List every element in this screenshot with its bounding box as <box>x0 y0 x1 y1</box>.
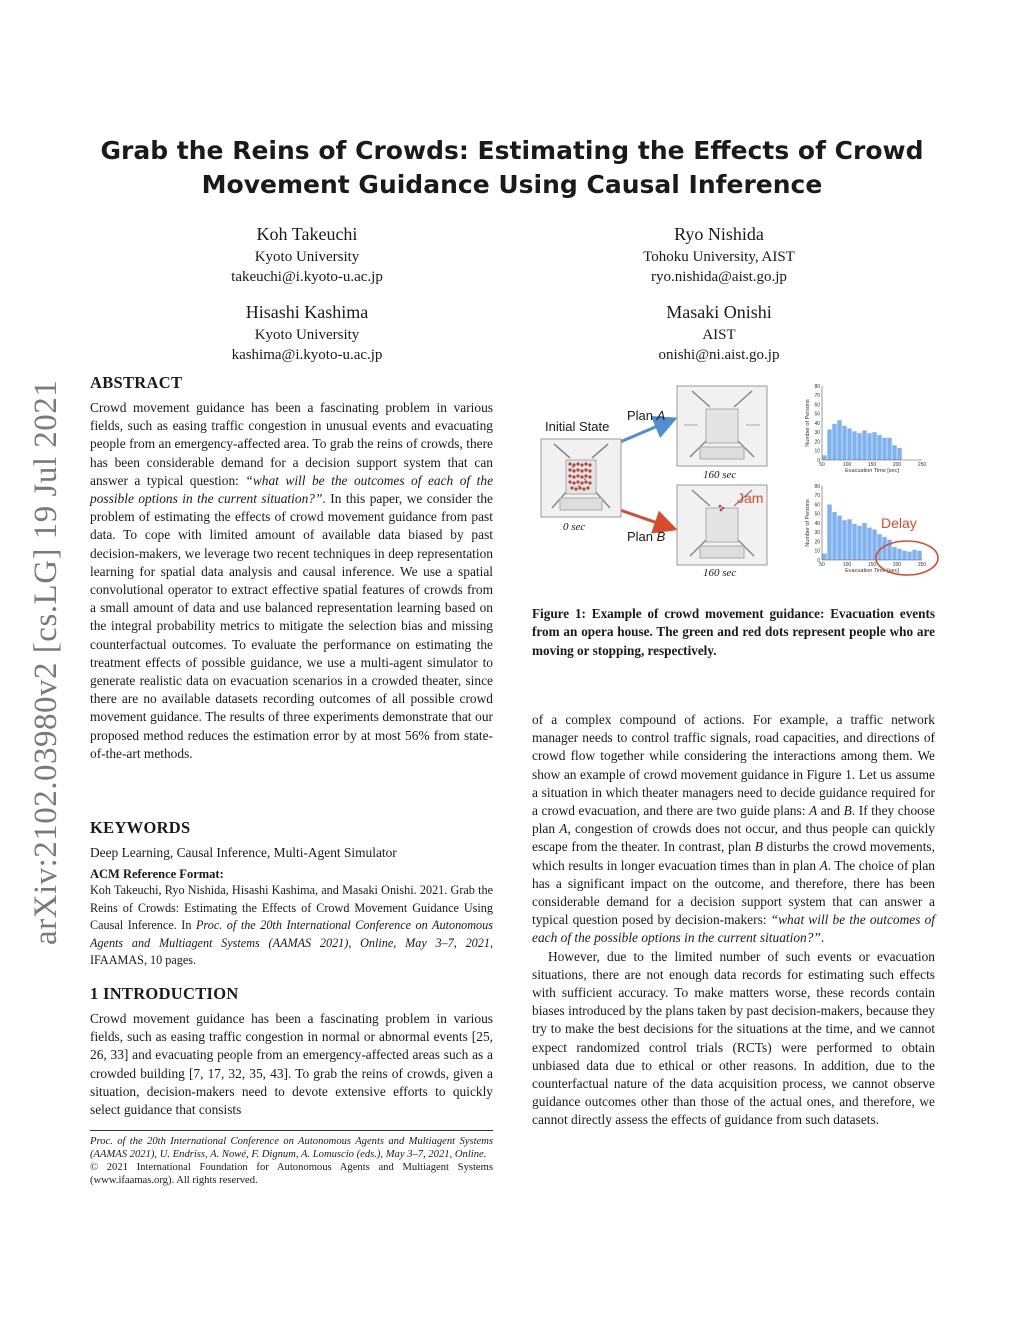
abstract-heading: ABSTRACT <box>90 373 183 392</box>
y-tick-label: 60 <box>814 402 820 409</box>
author-name: Hisashi Kashima <box>245 302 369 322</box>
histogram-bar <box>862 523 866 560</box>
histogram-bar <box>862 430 866 460</box>
keywords-text: Deep Learning, Causal Inference, Multi-Agent Simulator <box>90 845 397 860</box>
histogram-bar <box>837 516 841 560</box>
acm-reference-venue: Proc. of the 20th International Conference on Autonomous Agents and Multiagent Systems (AAMAS 2021), Online, May 3–7, 2021 <box>90 918 493 950</box>
y-tick-label: 50 <box>814 511 820 518</box>
intro-text-part: of a complex compound of actions. For example, a traffic network manager needs to control traffic signals, road capacities, and directions of crowd flow together while considering the interactions among them. We show an example of crowd movement guidance in Figure 1. Let us assume a situation in which theater managers need to decide guidance required for a crowd evacuation, and there are two guide plans: <box>532 712 935 819</box>
intro-var: B <box>843 803 852 819</box>
author-affiliation: AIST <box>702 327 736 343</box>
histogram-bar <box>867 433 871 460</box>
author-affiliation: Kyoto University <box>254 327 360 343</box>
histogram-bar <box>857 433 861 460</box>
intro-text-part: disturbs the crowd movements, which results in longer evacuation times than in plan <box>532 839 935 873</box>
histogram-bar <box>842 426 846 460</box>
y-axis-title: Number of Persons <box>805 499 811 547</box>
abstract-quote: “what will be the outcomes of each of the possible options in the current situation?” <box>90 472 494 507</box>
author-affiliation: Tohoku University, AIST <box>643 249 795 265</box>
intro-text-part: and <box>817 803 844 819</box>
introduction-heading: 1 INTRODUCTION <box>90 984 239 1003</box>
author-block <box>147 222 467 287</box>
histogram-bar <box>822 455 826 460</box>
x-tick-label: 150 <box>867 562 877 568</box>
plan-b-arrow <box>620 510 672 528</box>
plan-a-label <box>627 408 665 423</box>
author-block <box>559 300 879 365</box>
author-email[interactable]: ryo.nishida@aist.go.jp <box>651 269 787 285</box>
abstract-section <box>90 373 493 763</box>
intro-var: A <box>819 857 828 873</box>
histogram-bar <box>877 435 881 460</box>
y-tick-label: 10 <box>814 548 820 555</box>
footnote-rule <box>90 1130 493 1131</box>
y-tick-label: 0 <box>817 457 820 464</box>
arxiv-stamp: arXiv:2102.03980v2 [cs.LG] 19 Jul 2021 <box>28 379 64 945</box>
y-tick-label: 80 <box>814 483 820 490</box>
y-tick-label: 10 <box>814 448 820 455</box>
y-tick-label: 40 <box>814 520 820 527</box>
histogram-bar <box>872 432 876 460</box>
abstract-text <box>90 399 493 763</box>
histogram-bar <box>832 424 836 460</box>
histogram-bar <box>837 420 841 460</box>
plan-a-var: A <box>656 408 666 423</box>
delay-circle-overlay <box>872 538 942 578</box>
histogram-bar <box>827 429 831 460</box>
x-tick-label: 200 <box>892 462 902 468</box>
delay-label: Delay <box>881 515 917 531</box>
author-email[interactable]: kashima@i.kyoto-u.ac.jp <box>231 347 383 363</box>
plan-b-prefix: Plan <box>627 529 657 544</box>
keywords-section <box>90 818 493 862</box>
intro-text-part: , congestion of crowds does not occur, and thus people can quickly escape from the theater. In contrast, plan <box>532 821 935 855</box>
x-axis-title: Evacuation Time [sec] <box>845 468 899 474</box>
acm-reference-part: Koh Takeuchi, Ryo Nishida, Hisashi Kashima, and Masaki Onishi. 2021. Grab the Reins of Crowds: Estimating the Effects of Crowd Movement Guidance Using Causal Inference. In <box>90 883 493 932</box>
theater-initial-image <box>540 438 622 518</box>
y-tick-label: 50 <box>814 411 820 418</box>
y-tick-label: 70 <box>814 393 820 400</box>
plan-b-var: B <box>656 529 666 544</box>
y-tick-label: 20 <box>814 439 820 446</box>
y-axis-title: Number of Persons <box>805 399 811 447</box>
y-tick-label: 70 <box>814 493 820 500</box>
x-tick-label: 250 <box>917 462 927 468</box>
histogram-bar <box>852 431 856 460</box>
plan-b-time-label: 160 sec <box>703 567 737 579</box>
page-title <box>80 134 944 202</box>
author-email[interactable]: onishi@ni.aist.go.jp <box>658 347 780 363</box>
y-tick-label: 0 <box>817 557 820 564</box>
introduction-text-left: Crowd movement guidance has been a fascinating problem in various fields, such as easing traffic congestion in normal or abnormal events [25, 26, 33] and evacuating people from an emergency-affected areas such as a crowded building [7, 17, 32, 35, 43]. To grab the reins of crowds, given a situation, decision-makers need to devote extensive efforts to quickly select guidance that consists <box>90 1011 493 1118</box>
histogram-bar <box>887 438 891 460</box>
intro-text-part: . <box>820 930 825 946</box>
y-tick-label: 30 <box>814 430 820 437</box>
acm-reference-section <box>90 867 493 970</box>
x-tick-label: 100 <box>842 562 852 568</box>
x-tick-label: 200 <box>892 562 902 568</box>
intro-text-part: . If they choose plan <box>532 803 935 837</box>
author-email[interactable]: takeuchi@i.kyoto-u.ac.jp <box>231 269 383 285</box>
histogram-bar <box>832 512 836 560</box>
y-tick-label: 80 <box>814 383 820 390</box>
figure-caption-block <box>532 605 935 660</box>
plan-b-label <box>627 529 665 544</box>
author-name: Ryo Nishida <box>674 224 764 244</box>
author-block <box>559 222 879 287</box>
y-tick-label: 40 <box>814 420 820 427</box>
intro-text-part: . The choice of plan has a significant impact on the outcome, and therefore, there has been considerable demand for a decision support system that can answer a typical question posed by decision-makers: <box>532 857 935 928</box>
histogram-plan-a <box>802 382 928 482</box>
x-tick-label: 150 <box>867 462 877 468</box>
footnote <box>90 1130 493 1187</box>
introduction-section <box>90 984 493 1119</box>
x-tick-label: 50 <box>819 562 825 568</box>
initial-state-label: Initial State <box>545 419 610 434</box>
jam-label: Jam <box>737 490 764 506</box>
introduction-paragraph-1 <box>532 711 935 948</box>
acm-reference-text <box>90 882 493 970</box>
histogram-bar <box>857 526 861 560</box>
x-tick-label: 50 <box>819 462 825 468</box>
y-tick-label: 30 <box>814 530 820 537</box>
histogram-bar <box>822 554 826 560</box>
footnote-proceedings-text: Proc. of the 20th International Conference on Autonomous Agents and Multiagent Systems (AAMAS 2021), U. Endriss, A. Nowé, F. Dignum, A. Lomuscio (eds.), May 3–7, 2021, Online. <box>90 1136 493 1160</box>
introduction-paragraph-2: However, due to the limited number of such events or evacuation situations, there are not enough data records for estimating such effects with sufficient accuracy. To make matters worse, these records contain biases introduced by the plans taken by past decision-makers, because they try to make the best decisions for the situations at the time, and we cannot expect randomized control trials (RCTs) were performed to obtain unbiased data due to ethical or other reasons. In addition, due to the counterfactual nature of the data acquisition process, we cannot observe guidance outcomes other than those of the actual ones, and therefore, we cannot directly assess the effects of guidance from such datasets. <box>532 948 935 1128</box>
intro-quote: “what will be the outcomes of each of the possible options in the current situation?” <box>532 912 935 946</box>
author-name: Masaki Onishi <box>666 302 772 322</box>
author-block <box>147 300 467 365</box>
histogram-bar <box>897 448 901 460</box>
plan-a-time-label: 160 sec <box>703 469 737 481</box>
intro-var: A <box>809 803 818 819</box>
figure-1 <box>532 378 942 590</box>
initial-time-label: 0 sec <box>563 521 586 533</box>
plan-a-arrow <box>620 420 672 442</box>
histogram-bar <box>842 520 846 560</box>
y-tick-label: 60 <box>814 502 820 509</box>
histogram-bar <box>882 438 886 460</box>
abstract-text-part: Crowd movement guidance has been a fascinating problem in various fields, such as easing traffic congestion in unusual events and evacuating people from an emergency-affected area. To grab the reins of crowds, there has been considerable demand for a decision support system that can answer a typical question: <box>90 400 493 488</box>
theater-plan-a-image <box>676 385 768 467</box>
y-tick-label: 20 <box>814 539 820 546</box>
delay-circle <box>876 541 938 575</box>
intro-var: A <box>559 821 568 837</box>
histogram-bar <box>847 429 851 460</box>
histogram-bar <box>827 505 831 561</box>
footnote-copyright: © 2021 International Foundation for Autonomous Agents and Multiagent Systems (www.ifaamas.org). All rights reserved. <box>90 1162 493 1186</box>
x-tick-label: 250 <box>917 562 927 568</box>
histogram-bar <box>892 445 896 460</box>
histogram-bar <box>847 519 851 560</box>
figure-caption: Figure 1: Example of crowd movement guidance: Evacuation events from an opera house. The green and red dots represent people who are moving or stopping, respectively. <box>532 606 935 658</box>
introduction-right <box>532 711 935 1130</box>
title-line-1: Grab the Reins of Crowds: Estimating the Effects of Crowd <box>100 136 924 165</box>
title-line-2: Movement Guidance Using Causal Inference <box>201 170 823 199</box>
acm-reference-part: , IFAAMAS, 10 pages. <box>90 935 493 967</box>
footnote-proceedings <box>90 1135 493 1161</box>
author-name: Koh Takeuchi <box>256 224 358 244</box>
x-tick-label: 100 <box>842 462 852 468</box>
keywords-heading: KEYWORDS <box>90 818 191 837</box>
histogram-bar <box>852 524 856 560</box>
plan-a-prefix: Plan <box>627 408 657 423</box>
intro-var: B <box>754 839 763 855</box>
acm-reference-heading: ACM Reference Format: <box>90 867 224 881</box>
x-axis-title: Evacuation Time [sec] <box>845 568 899 574</box>
author-affiliation: Kyoto University <box>254 249 360 265</box>
abstract-text-part: . In this paper, we consider the problem of estimating the effects of crowd movement guidance from past data. To cope with limited amount of available data biased by past decision-makers, we leverage two recent techniques in deep representation learning for spatial data analysis and causal inference. We use a spatial convolutional operator to extract effective spatial features of crowds from a small amount of data and use balanced representation learning based on the integral probability metrics to mitigate the selection bias and missing counterfactual outcomes. To evaluate the performance on estimating the treatment effects of possible guidance, we use a multi-agent simulator to generate realistic data on evacuation scenarios in a crowded theater, since there are no available datasets recording outcomes of all possible crowd movement guidance. The results of three experiments demonstrate that our proposed method reduces the estimation error by at most 56% from state-of-the-art methods. <box>90 491 493 761</box>
